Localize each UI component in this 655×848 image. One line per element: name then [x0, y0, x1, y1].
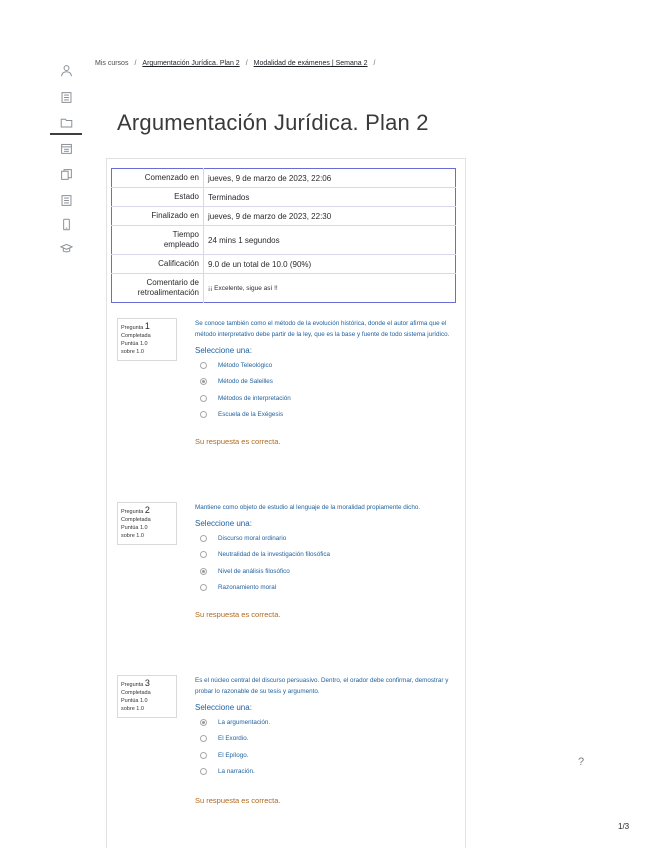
answer-option[interactable] [195, 374, 457, 391]
question-score: Puntúa 1.0 [121, 341, 148, 347]
question-label: Pregunta [121, 682, 144, 688]
answer-label: Escuela de la Exégesis [218, 411, 284, 419]
answer-option[interactable] [195, 714, 457, 731]
summary-row-state [112, 188, 456, 207]
answer-list [195, 530, 457, 596]
answer-label: La argumentación. [218, 718, 271, 726]
feedback-value: ¡¡ Excelente, sigue así !! [204, 274, 456, 303]
answer-option[interactable] [195, 731, 457, 748]
finished-label: Finalizado en [112, 207, 204, 226]
time-label-line2: empleado [163, 240, 199, 249]
question-prompt: Seleccione una: [195, 519, 252, 528]
calendar-icon[interactable] [56, 140, 76, 156]
question-score: Puntúa 1.0 [121, 698, 148, 704]
user-icon[interactable] [56, 62, 76, 78]
radio-button-selected[interactable] [200, 378, 207, 385]
breadcrumb [95, 60, 381, 67]
question-status: Completada [121, 517, 151, 523]
question-score-max: sobre 1.0 [121, 706, 144, 712]
question-text: Se conoce también como el método de la evolución histórica, donde el autor afirma que el método interpretativo debe partir de la ley, que es la base y fuente de todo sistema jurídico. [195, 320, 450, 338]
phone-icon[interactable] [56, 216, 76, 232]
breadcrumb-home[interactable]: Mis cursos [95, 60, 129, 67]
answer-option[interactable] [195, 764, 457, 781]
answer-option[interactable] [195, 547, 457, 564]
time-value: 24 mins 1 segundos [204, 226, 456, 255]
question-label: Pregunta [121, 325, 144, 331]
help-button[interactable]: ? [578, 756, 585, 768]
started-value: jueves, 9 de marzo de 2023, 22:06 [208, 173, 332, 183]
radio-button[interactable] [200, 535, 207, 542]
page-indicator: 1/3 [618, 822, 630, 831]
breadcrumb-separator: / [245, 60, 248, 67]
question-score: Puntúa 1.0 [121, 525, 148, 531]
answer-option[interactable] [195, 530, 457, 547]
grade-label: Calificación [112, 255, 204, 274]
question-text: Mantiene como objeto de estudio al lenguaje de la moralidad propiamente dicho. [195, 504, 421, 511]
question-number: 3 [144, 678, 150, 688]
question-prompt: Seleccione una: [195, 346, 252, 355]
answer-option[interactable] [195, 563, 457, 580]
graduation-cap-icon[interactable] [56, 240, 76, 256]
question-text: Es el núcleo central del discurso persuasivo. Dentro, el orador debe confirmar, demostrar y probar lo razonable de su tesis y argumento. [195, 677, 449, 695]
feedback-label [112, 274, 204, 303]
attempt-summary-table [111, 168, 456, 303]
answer-option[interactable] [195, 357, 457, 374]
state-label: Estado [112, 188, 204, 207]
answer-list [195, 357, 457, 423]
radio-button[interactable] [200, 752, 207, 759]
radio-button-selected[interactable] [200, 568, 207, 575]
question-score-max: sobre 1.0 [121, 533, 144, 539]
question-info [117, 675, 177, 718]
radio-button-selected[interactable] [200, 719, 207, 726]
answer-option[interactable] [195, 390, 457, 407]
book-icon[interactable] [56, 89, 76, 105]
radio-button[interactable] [200, 411, 207, 418]
answer-label: El Epílogo. [218, 751, 249, 759]
summary-row-time [112, 226, 456, 255]
question-status: Completada [121, 690, 151, 696]
answer-label: Método Teleológico [218, 361, 273, 369]
book-icon[interactable] [56, 192, 76, 208]
radio-button[interactable] [200, 551, 207, 558]
answer-option[interactable] [195, 580, 457, 597]
feedback-label-line1: Comentario de [146, 278, 199, 287]
started-label: Comenzado en [112, 169, 204, 188]
breadcrumb-course-link[interactable]: Argumentación Jurídica. Plan 2 [142, 60, 240, 67]
radio-button[interactable] [200, 584, 207, 591]
question-score-max: sobre 1.0 [121, 349, 144, 355]
summary-row-grade [112, 255, 456, 274]
folder-icon[interactable] [56, 114, 76, 130]
breadcrumb-section-link[interactable]: Modalidad de exámenes | Semana 2 [253, 60, 368, 67]
answer-label: Métodos de interpretación [218, 394, 291, 402]
answer-label: Razonamiento moral [218, 584, 277, 592]
radio-button[interactable] [200, 395, 207, 402]
answer-label: El Exordio. [218, 735, 249, 743]
page-title: Argumentación Jurídica. Plan 2 [117, 110, 429, 135]
finished-value: jueves, 9 de marzo de 2023, 22:30 [204, 207, 456, 226]
question-body [195, 502, 457, 619]
breadcrumb-separator: / [373, 60, 376, 67]
answer-feedback: Su respuesta es correcta. [195, 610, 281, 619]
answer-label: Neutralidad de la investigación filosófica [218, 551, 331, 559]
radio-button[interactable] [200, 362, 207, 369]
state-value: Terminados [204, 188, 456, 207]
summary-row-started [112, 169, 456, 188]
sidebar-active-indicator [50, 133, 82, 135]
answer-option[interactable] [195, 747, 457, 764]
time-label-line1: Tiempo [172, 230, 199, 239]
answer-list [195, 714, 457, 780]
summary-row-feedback [112, 274, 456, 303]
summary-row-finished [112, 207, 456, 226]
answer-label: Discurso moral ordinario [218, 534, 287, 542]
answer-feedback: Su respuesta es correcta. [195, 437, 281, 446]
answer-label: La narración. [218, 768, 255, 776]
question-number: 1 [144, 321, 150, 331]
time-label [112, 226, 204, 255]
radio-button[interactable] [200, 768, 207, 775]
feedback-label-line2: retroalimentación [137, 288, 199, 297]
question-prompt: Seleccione una: [195, 703, 252, 712]
answer-label: Nivel de análisis filosófico [218, 567, 290, 575]
answer-label: Método de Saleilles [218, 378, 273, 386]
question-number: 2 [144, 505, 150, 515]
radio-button[interactable] [200, 735, 207, 742]
question-body [195, 318, 457, 446]
question-label: Pregunta [121, 509, 144, 515]
breadcrumb-separator: / [134, 60, 137, 67]
question-body [195, 675, 457, 805]
answer-feedback: Su respuesta es correcta. [195, 796, 281, 805]
question-info [117, 318, 177, 361]
question-status: Completada [121, 333, 151, 339]
grade-value: 9.0 de un total de 10.0 (90%) [204, 255, 456, 274]
answer-option[interactable] [195, 407, 457, 424]
copy-icon[interactable] [56, 166, 76, 182]
question-info [117, 502, 177, 545]
